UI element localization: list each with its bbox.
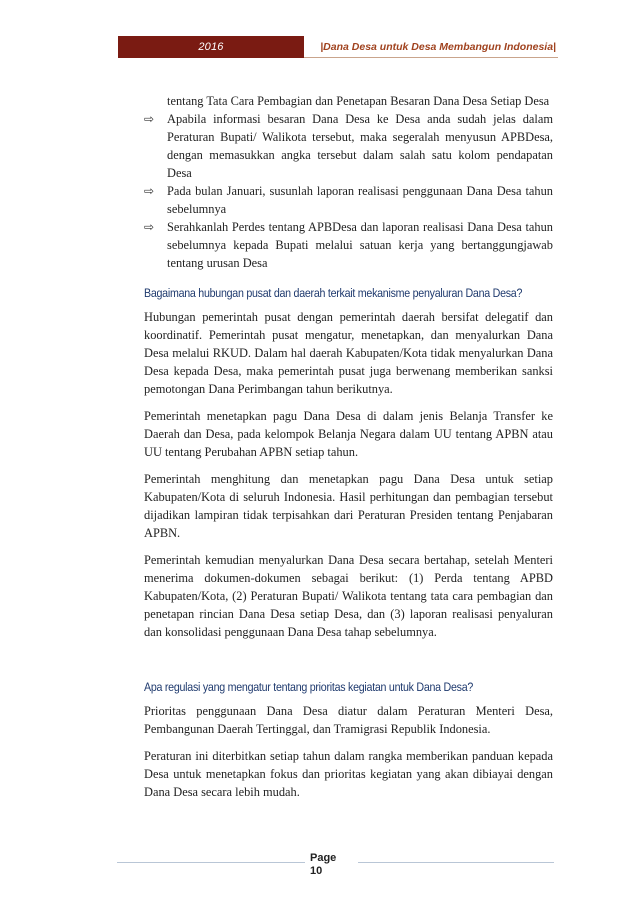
footer-divider-left — [117, 862, 305, 863]
page-number-value: 10 — [310, 865, 323, 877]
list-item — [144, 182, 553, 218]
page-label: Page — [310, 852, 337, 864]
page-number — [310, 852, 350, 878]
section-heading: Bagaimana hubungan pusat dan daerah terkait mekanisme penyaluran Dana Desa? — [144, 286, 523, 300]
list-item — [144, 110, 553, 182]
bullet-list — [144, 92, 553, 272]
arrow-right-outline-icon: ⇨ — [144, 220, 155, 234]
page-content — [144, 92, 553, 810]
header-title: |Dana Desa untuk Desa Membangun Indonesia| — [304, 36, 558, 58]
footer-divider-right — [358, 862, 554, 863]
paragraph: Prioritas penggunaan Dana Desa diatur dalam Peraturan Menteri Desa, Pembangunan Daerah Tertinggal, dan Tramigrasi Republik Indonesia. — [144, 704, 553, 736]
paragraph: Pemerintah kemudian menyalurkan Dana Desa secara bertahap, setelah Menteri menerima dokumen-dokumen sebagai berikut: (1) Perda tentang APBD Kabupaten/Kota, (2) Peraturan Bupati/ Walikota tentang tata cara pembagian dan penetapan rincian Dana Desa setiap Desa, dan (3) laporan realisasi penyaluran dan konsolidasi penggunaan Dana Desa tahap sebelumnya. — [144, 553, 553, 639]
header-year: 2016 — [118, 36, 304, 58]
bullet-text: Serahkanlah Perdes tentang APBDesa dan laporan realisasi Dana Desa tahun sebelumnya kepada Bupati melalui satuan kerja yang bertanggungjawab tentang urusan Desa — [167, 220, 553, 270]
bullet-text: tentang Tata Cara Pembagian dan Penetapan Besaran Dana Desa Setiap Desa — [167, 94, 550, 108]
list-item — [144, 218, 553, 272]
bullet-text: Apabila informasi besaran Dana Desa ke Desa anda sudah jelas dalam Peraturan Bupati/ Walikota tersebut, maka segeralah menyusun APBDesa, dengan memasukkan angka tersebut dalam salah satu kolom pendapatan Desa — [167, 112, 553, 180]
arrow-right-outline-icon: ⇨ — [144, 112, 155, 126]
page-header — [118, 36, 558, 58]
paragraph: Pemerintah menetapkan pagu Dana Desa di dalam jenis Belanja Transfer ke Daerah dan Desa, pada kelompok Belanja Negara dalam UU tentang APBN atau UU tentang Perubahan APBN setiap tahun. — [144, 409, 553, 459]
section-heading: Apa regulasi yang mengatur tentang prioritas kegiatan untuk Dana Desa? — [144, 680, 474, 694]
spacer — [144, 650, 553, 666]
bullet-text: Pada bulan Januari, susunlah laporan realisasi penggunaan Dana Desa tahun sebelumnya — [167, 184, 553, 216]
list-item — [144, 92, 553, 110]
arrow-right-outline-icon: ⇨ — [144, 184, 155, 198]
paragraph: Peraturan ini diterbitkan setiap tahun dalam rangka memberikan panduan kepada Desa untuk menetapkan fokus dan prioritas kegiatan yang akan dibiayai dengan Dana Desa secara lebih mudah. — [144, 749, 553, 799]
paragraph: Pemerintah menghitung dan menetapkan pagu Dana Desa untuk setiap Kabupaten/Kota di seluruh Indonesia. Hasil perhitungan dan pembagian tersebut dijadikan lampiran tidak terpisahkan dari Peraturan Presiden tentang Penjabaran APBN. — [144, 472, 553, 540]
paragraph: Hubungan pemerintah pusat dengan pemerintah daerah bersifat delegatif dan koordinatif. Pemerintah pusat mengatur, menetapkan, dan menyalurkan Dana Desa melalui RKUD. Dalam hal daerah Kabupaten/Kota tidak menyalurkan Dana Desa kepada Desa, maka pemerintah pusat juga berwenang memberikan sanksi pemotongan Dana Perimbangan tahun berikutnya. — [144, 310, 553, 396]
